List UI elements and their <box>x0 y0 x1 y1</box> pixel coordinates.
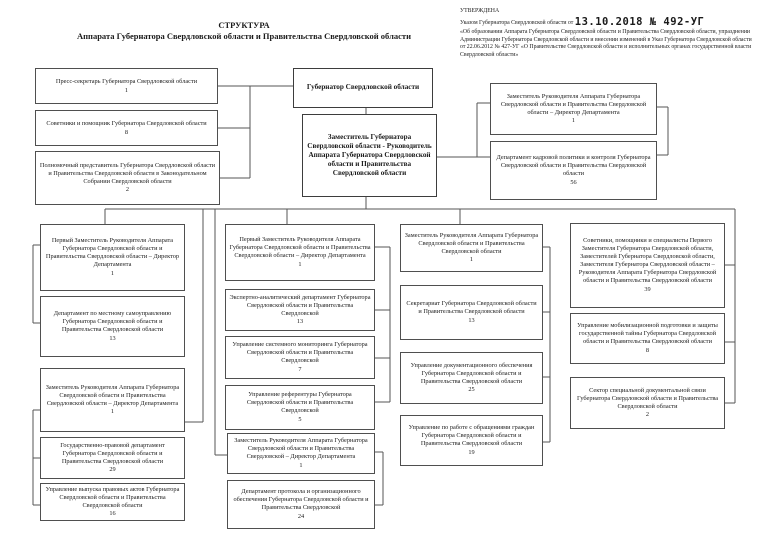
org-box-local-self-gov <box>40 296 185 357</box>
org-box-expert-analytical <box>225 289 375 331</box>
org-box-label: Заместитель Руководителя Аппарата Губернатора Свердловской области и Правительства Свердловской – Директор Департамента <box>234 437 368 460</box>
org-box-count: 2 <box>645 411 650 419</box>
approval-decree-number: 13.10.2018 № 492-УГ <box>574 15 705 28</box>
org-box-count: 1 <box>110 269 115 277</box>
org-box-label: Департамент кадровой политики и контроля Губернатора Свердловской области и Правительства Свердловской области <box>496 154 651 177</box>
org-box-label: Секретариат Губернатора Свердловской области и Правительства Свердловской области <box>406 300 537 315</box>
org-box-label: Заместитель Губернатора Свердловской области - Руководитель Аппарата Губернатора Свердловской области и Правительства Свердловской области <box>307 132 432 178</box>
org-box-governor <box>293 68 433 108</box>
org-box-secretariat <box>400 285 543 340</box>
org-box-count: 2 <box>125 186 130 194</box>
org-box-legal-acts <box>40 483 185 521</box>
org-box-count: 39 <box>644 285 651 293</box>
org-box-count: 8 <box>124 128 129 136</box>
org-box-label: Управление документационного обеспечения Губернатора Свердловской области и Правительства Свердловской области <box>410 361 533 385</box>
org-box-deputy-head-center <box>227 433 375 474</box>
org-box-count: 24 <box>297 512 305 520</box>
org-box-label: Полномочный представитель Губернатора Свердловской области и Правительства Свердловской области в Законодательном Собрании Свердловской области <box>39 161 216 185</box>
org-box-label: Департамент по местному самоуправлению Губернатора Свердловской области и Правительства Свердловской области <box>53 310 172 333</box>
org-box-press-secretary <box>35 68 218 104</box>
approval-decree-prefix: Указом Губернатора Свердловской области от <box>460 19 574 26</box>
org-box-label: Советники, помощники и специалисты Первого Заместителя Губернатора Свердловской области, Заместителей Губернатора Свердловской области, Заместителя Губернатора Свердловской области – Руководителя Аппарата Губернатора Свердловской области и Правительства Свердловской области <box>578 237 717 284</box>
org-box-deputy-head-left <box>40 368 185 432</box>
org-box-label: Управление системного мониторинга Губернатора Свердловской области и Правительства Свердловской <box>232 341 368 364</box>
org-box-count: 8 <box>645 346 650 354</box>
org-box-label: Заместитель Руководителя Аппарата Губернатора Свердловской области и Правительства Свердловской области – Директор Департамента <box>45 383 180 407</box>
org-box-count: 1 <box>571 117 576 125</box>
org-box-count: 13 <box>296 318 304 326</box>
org-box-doc-support <box>400 352 543 404</box>
org-box-label: Губернатор Свердловской области <box>306 83 420 92</box>
org-box-first-deputy-left <box>40 224 185 291</box>
org-box-count: 56 <box>570 178 577 186</box>
org-box-deputy-head-midright <box>400 224 543 272</box>
org-box-count: 16 <box>109 510 116 518</box>
org-box-label: Сектор специальной документальной связи Губернатора Свердловской области и Правительства Свердловской области <box>576 386 719 410</box>
org-box-mobilization <box>570 313 725 364</box>
org-box-label: Пресс-секретарь Губернатора Свердловской области <box>55 77 198 85</box>
org-box-label: Заместитель Руководителя Аппарата Губернатора Свердловской области и Правительства Свердловской области <box>404 231 539 255</box>
org-box-label: Экспертно-аналитический департамент Губернатора Свердловской области и Правительства Свердловской <box>229 293 371 317</box>
org-box-count: 5 <box>298 415 302 423</box>
org-box-count: 19 <box>468 448 475 456</box>
org-box-label: Заместитель Руководителя Аппарата Губернатора Свердловской области и Правительства Свердловской области – Директор Департамента <box>500 92 647 116</box>
approval-decree-text: «Об образовании Аппарата Губернатора Свердловской области и Правительства Свердловской области, упразднении Администрации Губернатора Свердловской области и внесении изменений в Указ Губернатора Свердловской области от 22.06.2012 № 427-УГ «О Правительстве Свердловской области и исполнительных органах государственной власти Свердловской области» <box>460 29 752 58</box>
org-box-citizens-appeals <box>400 415 543 466</box>
org-box-label: Советники и помощник Губернатора Свердловской области <box>46 119 207 127</box>
org-box-label: Первый Заместитель Руководителя Аппарата Губернатора Свердловской области и Правительства Свердловской области – Директор Департамента <box>45 237 180 268</box>
org-box-first-deputy-center <box>225 224 375 281</box>
org-box-referentura <box>225 385 375 430</box>
org-box-state-legal <box>40 437 185 479</box>
org-box-advisors <box>35 110 218 146</box>
org-box-count: 29 <box>109 466 116 474</box>
org-box-count: 13 <box>109 334 116 342</box>
org-box-count: 1 <box>124 86 129 94</box>
page-title-line1: СТРУКТУРА <box>218 20 270 30</box>
org-box-protocol <box>227 480 375 529</box>
org-box-label: Первый Заместитель Руководителя Аппарата Губернатора Свердловской области и Правительства Свердловской области – Директор Департамента <box>229 236 371 259</box>
org-box-label: Управление выпуска правовых актов Губернатора Свердловской области и Правительства Свердловской области <box>45 485 180 509</box>
org-box-label: Управление по работе с обращениями граждан Губернатора Свердловской области и Правительства Свердловской области <box>408 424 535 447</box>
org-box-count: 1 <box>110 408 115 416</box>
org-box-label: Управление референтуры Губернатора Свердловской области и Правительства Свердловской <box>246 391 354 414</box>
org-box-count: 1 <box>298 260 302 268</box>
org-box-label: Департамент протокола и организационного обеспечения Губернатора Свердловской области и Правительства Свердловской <box>233 488 369 511</box>
page-title-line2: Аппарата Губернатора Свердловской области и Правительства Свердловской области <box>77 31 411 42</box>
org-box-deputy-head-director <box>490 83 657 135</box>
org-box-deputy-governor-head <box>302 114 437 197</box>
org-box-count: 1 <box>469 256 474 264</box>
org-box-count: 13 <box>468 316 475 324</box>
org-box-advisors-specialists <box>570 223 725 308</box>
org-box-special-comms <box>570 377 725 429</box>
org-box-count: 1 <box>299 461 303 469</box>
org-box-plenipotentiary <box>35 151 220 205</box>
approval-stamp: УТВЕРЖДЕНА <box>460 8 500 14</box>
org-box-hr-department <box>490 141 657 200</box>
org-box-count: 25 <box>468 386 475 394</box>
org-box-label: Государственно-правовой департамент Губернатора Свердловской области и Правительства Свердловской области <box>60 441 165 465</box>
org-box-system-monitoring <box>225 336 375 379</box>
org-box-label: Управление мобилизационной подготовки и защиты государственной тайны Губернатора Свердловской области и Правительства Свердловской области <box>577 322 718 345</box>
org-box-count: 7 <box>298 365 302 373</box>
